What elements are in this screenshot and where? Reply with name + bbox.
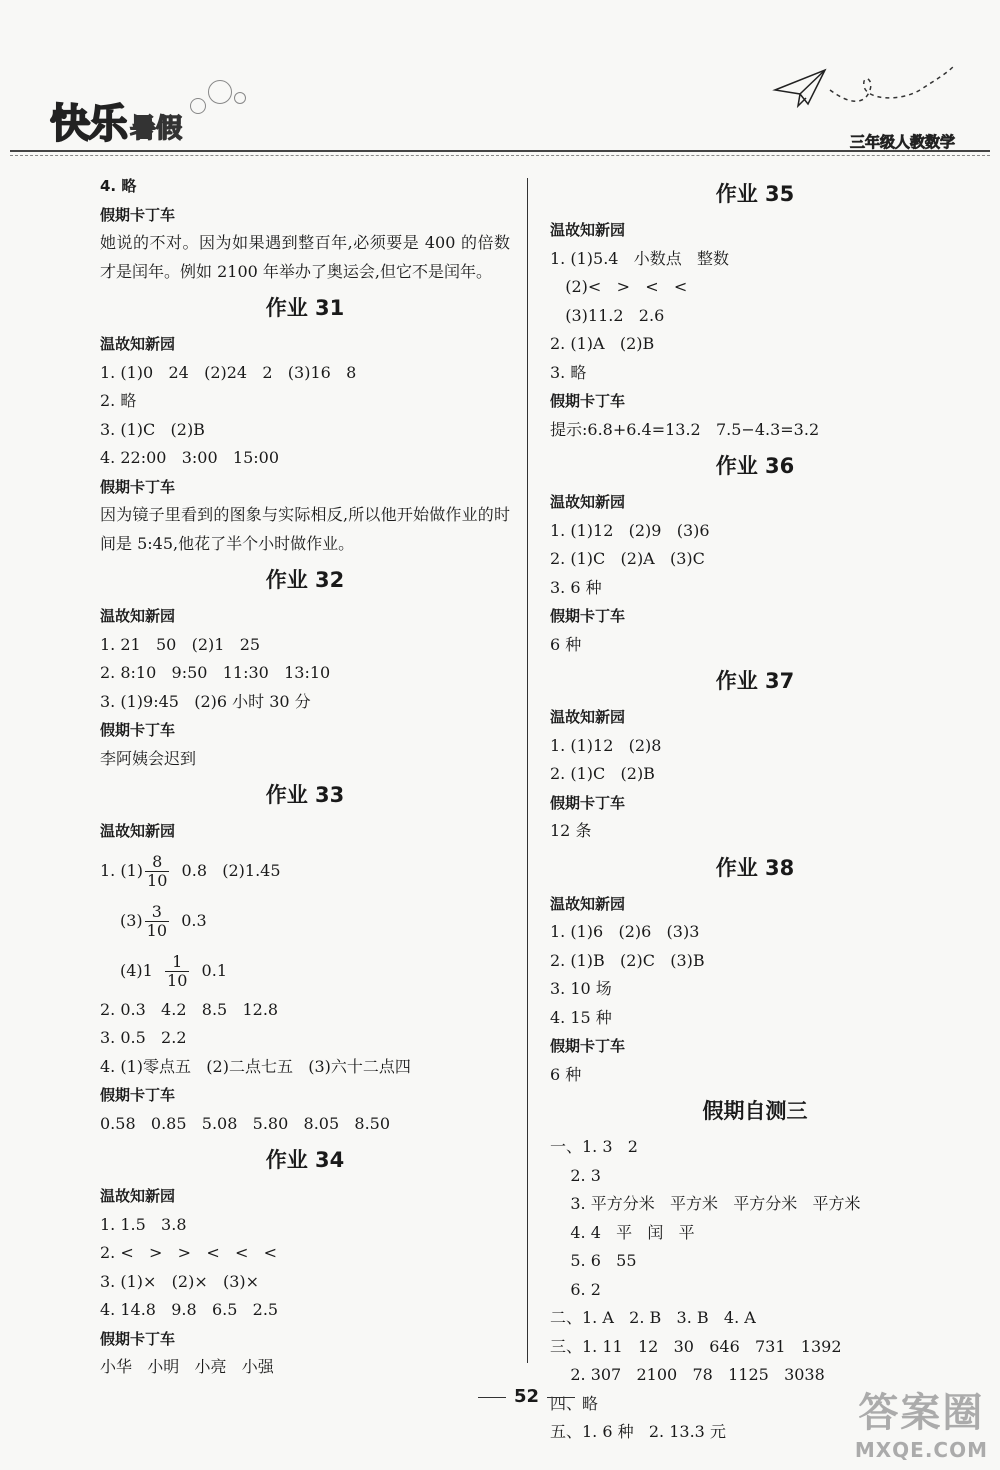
- answer-line: [100, 946, 510, 996]
- subheading: 温故知新园: [550, 493, 626, 511]
- header-rule: [10, 150, 990, 156]
- page-header: [0, 0, 1000, 160]
- answer-text: (4)1: [120, 960, 164, 980]
- fraction-numerator: 3: [145, 903, 169, 922]
- logo-title: 快乐: [50, 101, 126, 147]
- paper-plane-icon: [770, 60, 970, 120]
- answer-line: 二、1. A 2. B 3. B 4. A: [550, 1308, 756, 1327]
- answer-paragraph: 她说的不对。因为如果遇到整百年,必须要是 400 的倍数才是闰年。例如 2100 年举办了奥运会,但它不是闰年。: [100, 233, 510, 281]
- fraction: [165, 953, 189, 990]
- answer-line: 1. (1)6 (2)6 (3)3: [550, 922, 700, 941]
- subheading: 假期卡丁车: [100, 1086, 176, 1104]
- answer-text: 1. (1): [100, 860, 144, 880]
- section-title: 作业 37: [715, 669, 795, 693]
- answer-line: 1. (1)0 24 (2)24 2 (3)16 8: [100, 362, 357, 382]
- column-divider: [527, 178, 528, 1363]
- answer-line: 6 种: [550, 634, 582, 654]
- answer-line: 4. 22:00 3:00 15:00: [100, 448, 280, 467]
- fraction-denominator: 10: [147, 870, 168, 890]
- answer-text: 0.1: [191, 960, 227, 980]
- subheading: 温故知新园: [100, 1187, 176, 1205]
- fraction-numerator: 8: [145, 853, 169, 872]
- answer-line: 3. 6 种: [550, 577, 602, 597]
- answer-line: 1. 1.5 3.8: [100, 1214, 187, 1234]
- answer-line: [100, 896, 510, 946]
- answer-line: 3. (1)× (2)× (3)×: [100, 1271, 260, 1291]
- watermark-title: 答案圈: [858, 1390, 985, 1436]
- answer-line: 2. 307 2100 78 1125 3038: [550, 1365, 825, 1384]
- subheading: 假期卡丁车: [100, 1329, 176, 1348]
- subheading: 假期卡丁车: [100, 205, 176, 224]
- right-column: [550, 172, 960, 1447]
- answer-line: 3. 略: [550, 362, 587, 382]
- answer-line: 1. (1)12 (2)9 (3)6: [550, 520, 710, 540]
- answer-line: 6 种: [550, 1064, 582, 1084]
- left-column: [100, 172, 510, 1382]
- subheading: 温故知新园: [100, 607, 176, 625]
- subheading: 假期卡丁车: [100, 477, 176, 496]
- subheading: 温故知新园: [100, 335, 176, 353]
- answer-line: 2. (1)A (2)B: [550, 334, 655, 353]
- logo-subtitle: 暑假: [130, 114, 183, 144]
- answer-line: 小华 小明 小亮 小强: [100, 1357, 274, 1376]
- subheading: 温故知新园: [550, 894, 626, 913]
- answer-line: 1. (1)12 (2)8: [550, 735, 662, 755]
- section-title: 假期自测三: [702, 1099, 808, 1123]
- answer-line: 提示:6.8+6.4=13.2 7.5−4.3=3.2: [550, 419, 820, 439]
- answer-line: 4. 14.8 9.8 6.5 2.5: [100, 1300, 279, 1319]
- answer-line: 2. 0.3 4.2 8.5 12.8: [100, 999, 279, 1019]
- subheading: 温故知新园: [100, 822, 176, 840]
- answer-line: 四、略: [550, 1393, 599, 1413]
- answer-line: 3. 0.5 2.2: [100, 1028, 187, 1047]
- subheading: 假期卡丁车: [550, 793, 626, 812]
- section-title: 作业 38: [715, 855, 795, 880]
- answer-line: 一、1. 3 2: [550, 1137, 638, 1156]
- fraction: [145, 853, 169, 890]
- answer-line: 3. (1)9:45 (2)6 小时 30 分: [100, 691, 311, 711]
- fraction-numerator: 1: [165, 953, 189, 972]
- answer-line: 3. 平方分米 平方米 平方分米 平方米: [550, 1194, 861, 1213]
- section-title: 作业 32: [265, 568, 345, 592]
- answer-line: 2. (1)C (2)B: [550, 764, 655, 783]
- answer-line: 0.58 0.85 5.08 5.80 8.05 8.50: [100, 1113, 391, 1133]
- answer-line: 2. (1)B (2)C (3)B: [550, 950, 705, 970]
- subheading: 4. 略: [100, 177, 137, 195]
- answer-line: 3. (1)C (2)B: [100, 419, 205, 439]
- fraction-denominator: 10: [167, 970, 188, 990]
- subheading: 假期卡丁车: [550, 607, 626, 625]
- answer-line: 1. (1)5.4 小数点 整数: [550, 248, 729, 268]
- subheading: 假期卡丁车: [550, 392, 626, 410]
- answer-line: 4. 4 平 闰 平: [550, 1222, 695, 1242]
- answer-line: 3. 10 场: [550, 979, 612, 998]
- answer-line: 1. 21 50 (2)1 25: [100, 634, 261, 654]
- answer-text: 0.8 (2)1.45: [171, 860, 281, 880]
- answer-line: 2. 略: [100, 391, 137, 410]
- answer-line: 4. 15 种: [550, 1007, 612, 1027]
- answer-line: (2)< > < <: [550, 277, 688, 296]
- watermark: [855, 1381, 988, 1462]
- answer-line: [100, 846, 510, 896]
- subheading: 温故知新园: [550, 221, 626, 239]
- watermark-url: MXQE.COM: [854, 1438, 988, 1462]
- page-number: 52: [470, 1386, 583, 1407]
- answer-line: 三、1. 11 12 30 646 731 1392: [550, 1336, 842, 1356]
- fraction-denominator: 10: [146, 920, 168, 940]
- answer-line: 五、1. 6 种 2. 13.3 元: [550, 1422, 726, 1441]
- logo: [50, 92, 182, 149]
- section-title: 作业 34: [265, 1148, 345, 1172]
- subheading: 温故知新园: [550, 708, 626, 726]
- answer-line: 2. (1)C (2)A (3)C: [550, 549, 705, 568]
- subheading: 假期卡丁车: [100, 721, 176, 739]
- section-title: 作业 35: [715, 182, 795, 206]
- answer-text: 0.3: [171, 910, 207, 930]
- section-title: 作业 31: [265, 296, 345, 320]
- answer-line: 2. 8:10 9:50 11:30 13:10: [100, 663, 331, 682]
- answer-line: 12 条: [550, 821, 592, 840]
- section-title: 作业 33: [265, 783, 345, 807]
- answer-line: 2. 3: [550, 1165, 601, 1185]
- answer-line: 李阿姨会迟到: [100, 748, 197, 768]
- answer-paragraph: 因为镜子里看到的图象与实际相反,所以他开始做作业的时间是 5:45,他花了半个小时做作业。: [100, 505, 510, 553]
- subheading: 假期卡丁车: [550, 1037, 626, 1055]
- section-title: 作业 36: [715, 454, 795, 478]
- answer-line: 5. 6 55: [550, 1251, 637, 1270]
- fraction: [145, 903, 169, 940]
- answer-line: (3)11.2 2.6: [550, 305, 665, 325]
- subject-label: 三年级人教数学: [849, 133, 955, 151]
- answer-line: 2. < > > < < <: [100, 1243, 278, 1262]
- answer-line: 6. 2: [550, 1279, 601, 1299]
- answer-line: 4. (1)零点五 (2)二点七五 (3)六十二点四: [100, 1056, 411, 1076]
- answer-text: (3): [120, 910, 143, 930]
